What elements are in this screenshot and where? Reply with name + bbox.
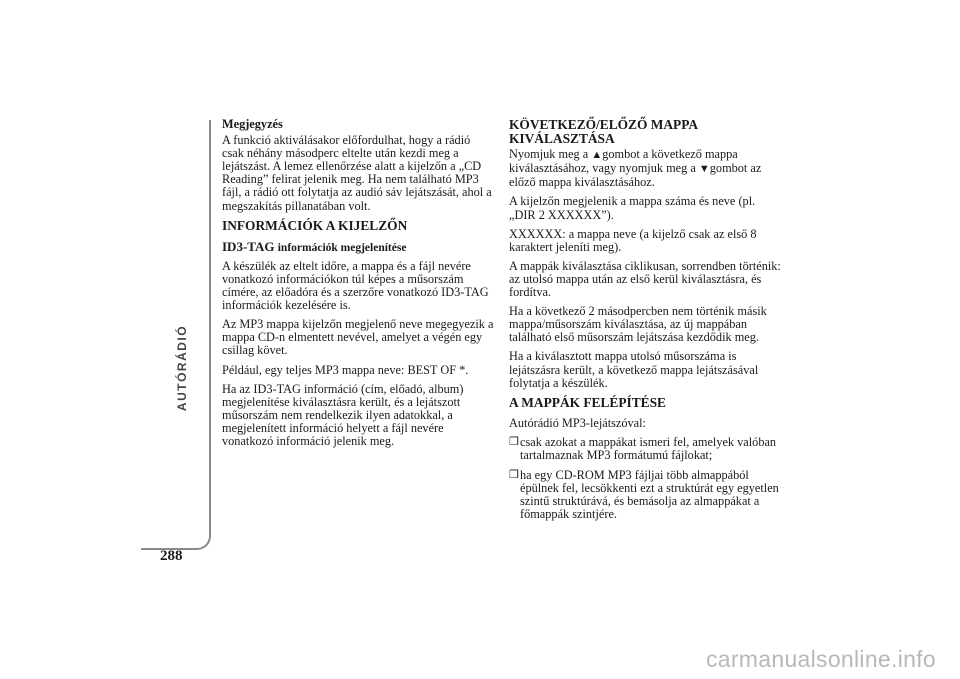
paragraph-buttons [509,148,781,189]
list-item [509,469,781,521]
section-label: AUTÓRÁDIÓ [175,324,189,412]
sub-heading-id3 [222,240,494,256]
paragraph: A kijelzőn megjelenik a mappa száma és neve (pl. „DIR 2 XXXXXX”). [509,194,756,222]
note-text: A funkció aktiválásakor előfordulhat, hogy a rádió csak néhány másodperc eltelte után kezdi meg a lejátszást. A lemez ellenőrzése alatt a kijelzőn a „CD Reading” felirat jelenik meg. Ha nem található MP3 fájl, a rádió ott folytatja az audió sáv lejátszását, ahol a megszakítás pillanatában volt. [222,133,492,213]
watermark: carmanualsonline.info [705,646,936,672]
checkbox-bullet-icon: ❒ [509,436,519,449]
right-column [509,118,781,527]
text-fragment: gombot a következő mappa kiválasztásához, vagy nyomjuk meg a [509,147,738,176]
paragraph: Ha az ID3-TAG információ (cím, előadó, album) megjelenítése kiválasztásra került, és a lejátszott műsorszám nem rendelkezik ilyen adatokkal, a megjelenített információ helyett a fájl nevére vonatkozó információ jelenik meg. [222,381,464,448]
heading-info-display: INFORMÁCIÓK A KIJELZŐN [222,217,408,233]
paragraph: Az MP3 mappa kijelzőn megjelenő neve megegyezik a mappa CD-n elmentett nevével, amelyet a végén egy csillag követ. [222,317,494,358]
page-number: 288 [160,548,183,564]
list-item [509,436,781,462]
text-fragment: gombot az előző mappa kiválasztásához. [509,161,762,190]
paragraph: A mappák kiválasztása ciklikusan, sorrendben történik: az utolsó mappa után az első kerül kiválasztásra, és fordítva. [509,258,781,300]
heading-folder-structure: A MAPPÁK FELÉPÍTÉSE [509,394,666,410]
down-arrow-icon: ▼ [698,163,710,176]
paragraph: Ha a következő 2 másodpercben nem történik másik mappa/műsorszám kiválasztása, az új mappában található első műsorszám lejátszása kezdődik meg. [509,304,767,345]
paragraph: Például, egy teljes MP3 mappa neve: BEST OF *. [222,362,469,377]
sub-heading-rest: információk megjelenítése [277,242,407,255]
left-column [222,118,494,454]
up-arrow-icon: ▲ [591,149,603,162]
paragraph: Ha a kiválasztott mappa utolsó műsorszáma is lejátszásra került, a következő mappa lejátszásával folytatja a készülék. [509,349,759,390]
text-fragment: Nyomjuk meg a [509,147,592,162]
list-item-text: csak azokat a mappákat ismeri fel, amelyek valóban tartalmaznak MP3 formátumú fájlokat; [520,435,777,463]
sub-heading-prefix: ID3-TAG [222,239,278,255]
paragraph: A készülék az eltelt időre, a mappa és a fájl nevére vonatkozó információkon túl képes a műsorszám címére, az előadóra és a szerzőre vonatkozó ID3-TAG információk kezelésére is. [222,258,489,313]
checkbox-bullet-icon: ❒ [509,468,519,481]
note-title: Megjegyzés [222,117,283,131]
heading-next-prev-folder: KÖVETKEZŐ/ELŐZŐ MAPPA KIVÁLASZTÁSA [509,117,698,146]
structure-intro: Autórádió MP3-lejátszóval: [509,416,646,431]
paragraph: XXXXXX: a mappa neve (a kijelző csak az első 8 karaktert jeleníti meg). [509,226,757,254]
list-item-text: ha egy CD-ROM MP3 fájljai több almappából épülnek fel, lecsökkenti ezt a struktúrát egy egyetlen szintű struktúrává, és bemásolja az almappákat a főmappák szintjére. [520,467,779,521]
